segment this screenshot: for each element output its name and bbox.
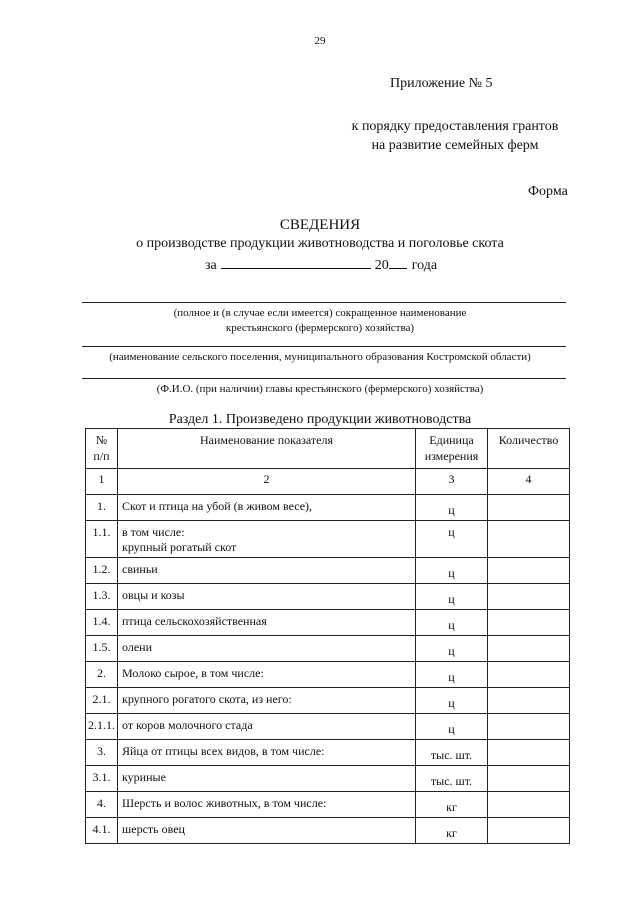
row-name-line-1: в том числе: (122, 525, 185, 539)
table-header-row (86, 429, 570, 469)
row-name: птица сельскохозяйственная (118, 610, 416, 636)
row-num: 1.5. (86, 636, 118, 662)
row-num: 2. (86, 662, 118, 688)
period-prefix: за (205, 258, 217, 273)
row-qty[interactable] (488, 521, 570, 558)
index-cell: 1 (86, 469, 118, 495)
row-num: 4.1. (86, 818, 118, 844)
row-qty[interactable] (488, 714, 570, 740)
row-qty[interactable] (488, 792, 570, 818)
appendix-subtitle (330, 117, 580, 155)
table-row (86, 818, 570, 844)
row-qty[interactable] (488, 818, 570, 844)
row-unit: ц (416, 688, 488, 714)
row-name: Молоко сырое, в том числе: (118, 662, 416, 688)
row-qty[interactable] (488, 688, 570, 714)
table-row (86, 792, 570, 818)
row-unit: тыс. шт. (416, 740, 488, 766)
row-num: 2.1.1. (86, 714, 118, 740)
row-qty[interactable] (488, 636, 570, 662)
section-title: Раздел 1. Произведено продукции животноводства (168, 412, 472, 427)
header-unit (416, 429, 488, 469)
page-number: 29 (314, 35, 326, 47)
header-num-line-1: № (95, 433, 108, 447)
farm-name-caption-line-2: крестьянского (фермерского) хозяйства) (225, 322, 415, 334)
header-qty: Количество (488, 429, 570, 469)
document-subtitle: о производстве продукции животноводства и поголовье скота (136, 236, 504, 251)
row-unit: ц (416, 610, 488, 636)
header-num-line-2: п/п (93, 449, 110, 463)
table-row (86, 636, 570, 662)
row-num: 1.3. (86, 584, 118, 610)
header-name: Наименование показателя (118, 429, 416, 469)
form-label: Форма (528, 184, 568, 199)
row-name: олени (118, 636, 416, 662)
appendix-label: Приложение № 5 (390, 76, 493, 91)
row-unit: тыс. шт. (416, 766, 488, 792)
row-name (118, 521, 416, 558)
table-row (86, 662, 570, 688)
document-title: СВЕДЕНИЯ (279, 217, 361, 233)
row-num: 2.1. (86, 688, 118, 714)
table-row (86, 740, 570, 766)
row-unit: кг (416, 818, 488, 844)
farm-name-caption-line-1: (полное и (в случае если имеется) сокращенное наименование (173, 307, 467, 319)
production-table (85, 428, 570, 844)
row-name: Шерсть и волос животных, в том числе: (118, 792, 416, 818)
index-cell: 2 (118, 469, 416, 495)
row-name: Скот и птица на убой (в живом весе), (118, 495, 416, 521)
row-unit: кг (416, 792, 488, 818)
settlement-caption: (наименование сельского поселения, муниципального образования Костромской области) (109, 351, 531, 363)
table-row (86, 584, 570, 610)
row-name: куриные (118, 766, 416, 792)
farm-name-line[interactable] (82, 302, 566, 303)
row-num: 3.1. (86, 766, 118, 792)
row-name: овцы и козы (118, 584, 416, 610)
row-num: 1.2. (86, 558, 118, 584)
header-unit-line-2: измерения (424, 449, 479, 463)
table-row (86, 714, 570, 740)
row-qty[interactable] (488, 558, 570, 584)
row-num: 3. (86, 740, 118, 766)
row-qty[interactable] (488, 662, 570, 688)
table-row (86, 558, 570, 584)
row-qty[interactable] (488, 610, 570, 636)
period-suffix: года (411, 258, 438, 273)
row-unit: ц (416, 584, 488, 610)
period-blank[interactable] (221, 256, 371, 269)
index-cell: 4 (488, 469, 570, 495)
row-unit: ц (416, 495, 488, 521)
table-row (86, 610, 570, 636)
row-qty[interactable] (488, 495, 570, 521)
row-name: крупного рогатого скота, из него: (118, 688, 416, 714)
settlement-line[interactable] (82, 346, 566, 347)
header-num (86, 429, 118, 469)
subtitle-line-1: к порядку предоставления грантов (351, 119, 559, 134)
table-row (86, 521, 570, 558)
row-num: 1.4. (86, 610, 118, 636)
head-name-line[interactable] (82, 378, 566, 379)
row-name-line-2: крупный рогатый скот (122, 540, 237, 554)
row-num: 1. (86, 495, 118, 521)
row-unit: ц (416, 714, 488, 740)
subtitle-line-2: на развитие семейных ферм (371, 138, 539, 153)
table-row (86, 688, 570, 714)
farm-name-caption (0, 306, 640, 336)
period-year-blank[interactable] (389, 256, 407, 269)
row-qty[interactable] (488, 584, 570, 610)
row-unit: ц (416, 636, 488, 662)
reporting-period (205, 256, 437, 274)
row-name: от коров молочного стада (118, 714, 416, 740)
column-index-row (86, 469, 570, 495)
table-row (86, 766, 570, 792)
row-unit: ц (416, 662, 488, 688)
row-num: 4. (86, 792, 118, 818)
head-name-caption: (Ф.И.О. (при наличии) главы крестьянского (фермерского) хозяйства) (156, 383, 484, 395)
row-name: Яйца от птицы всех видов, в том числе: (118, 740, 416, 766)
row-qty[interactable] (488, 740, 570, 766)
period-year-prefix: 20 (374, 258, 389, 273)
table-row (86, 495, 570, 521)
row-unit: ц (416, 558, 488, 584)
header-unit-line-1: Единица (429, 433, 474, 447)
row-name: шерсть овец (118, 818, 416, 844)
row-name: свиньи (118, 558, 416, 584)
row-qty[interactable] (488, 766, 570, 792)
row-num: 1.1. (86, 521, 118, 558)
index-cell: 3 (416, 469, 488, 495)
row-unit: ц (416, 521, 488, 558)
